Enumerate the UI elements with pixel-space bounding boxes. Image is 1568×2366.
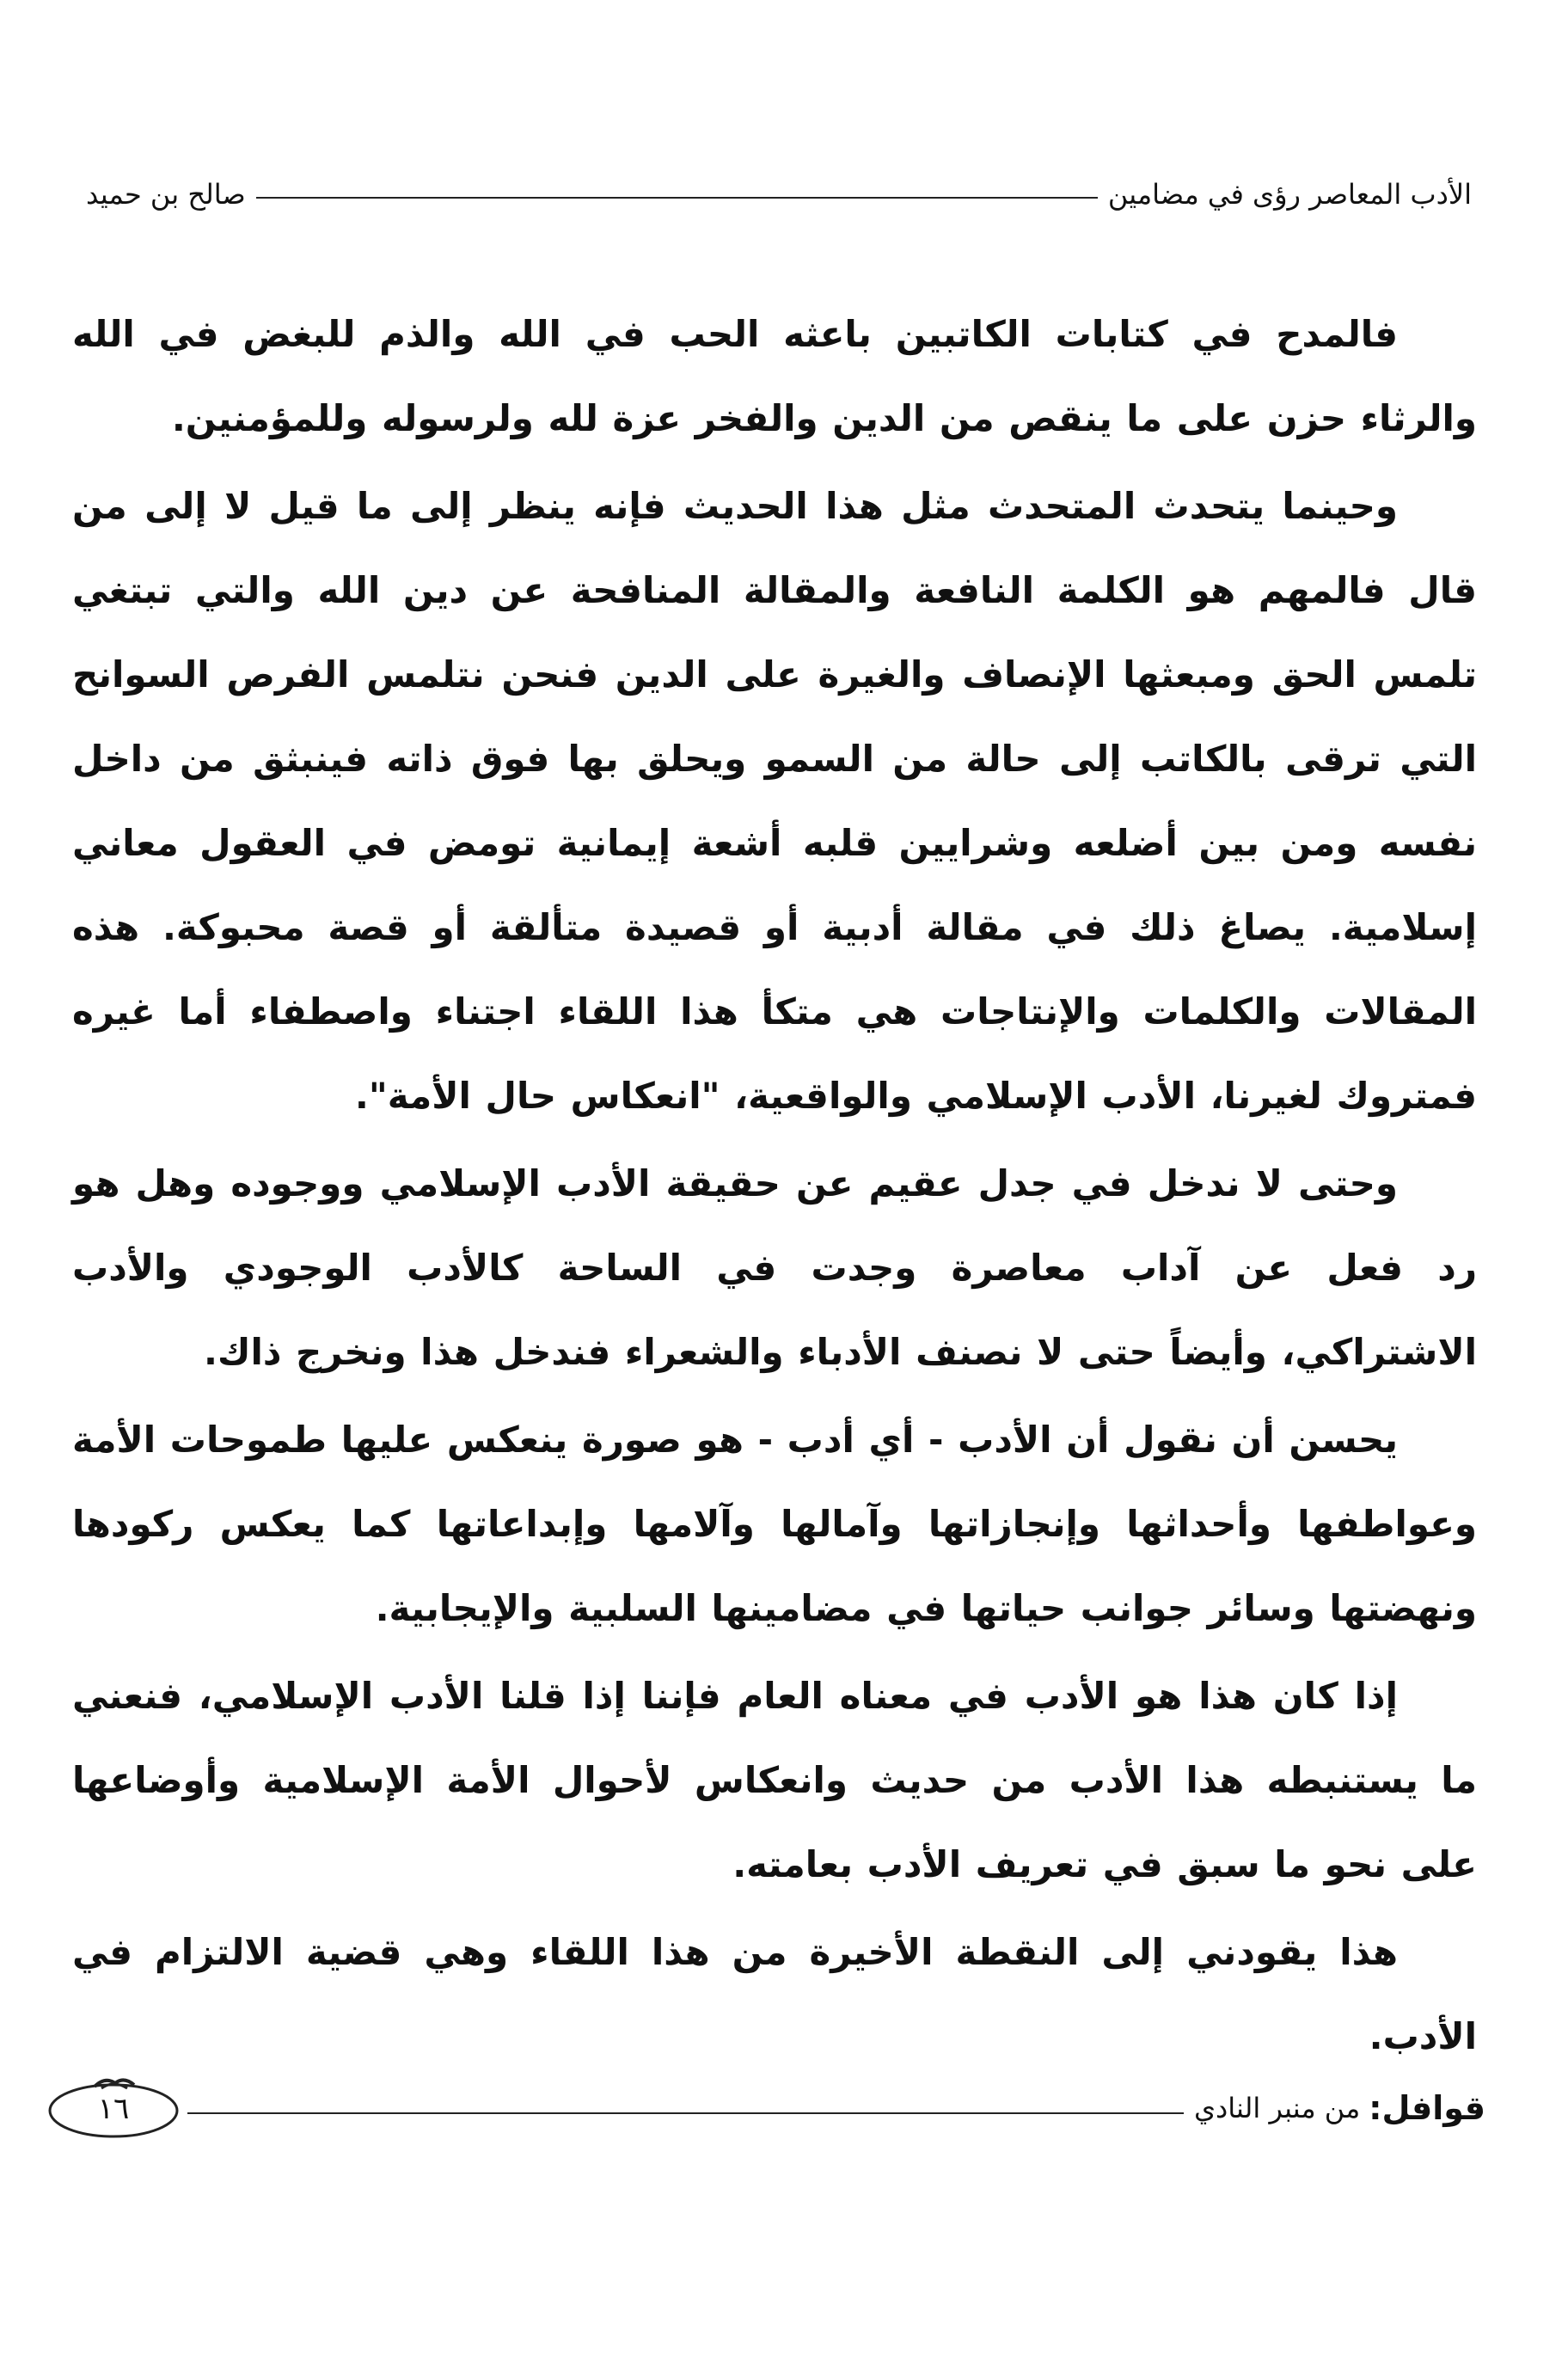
paragraph-6: هذا يقودني إلى النقطة الأخيرة من هذا اللقاء وهي قضية الالتزام في الأدب.: [72, 1931, 1477, 2057]
paragraph-1: فالمدح في كتابات الكاتبين باعثه الحب في الله والذم للبغض في الله والرثاء حزن على ما ينقص من الدين والفخر عزة لله ولرسوله وللمؤمنين.: [72, 313, 1477, 439]
page-number-badge: [45, 2069, 182, 2147]
running-footer: [45, 2067, 1485, 2149]
header-author: صالح بن حميد: [86, 178, 246, 211]
footer-series-title: قوافل:: [1369, 2089, 1485, 2127]
header-rule: [256, 197, 1098, 199]
paragraph-5: إذا كان هذا هو الأدب في معناه العام فإننا إذا قلنا الأدب الإسلامي، فنعني ما يستنبطه هذا الأدب من حديث وانعكاس لأحوال الأمة الإسلامية وأوضاعها على نحو ما سبق في تعريف الأدب بعامته.: [72, 1675, 1477, 1885]
body-text: [72, 292, 1477, 2057]
running-header: [86, 170, 1472, 218]
paragraph-3: وحتى لا ندخل في جدل عقيم عن حقيقة الأدب الإسلامي ووجوده وهل هو رد فعل عن آداب معاصرة وجدت في الساحة كالأدب الوجودي والأدب الاشتراكي، وأيضاً حتى لا نصنف الأدباء والشعراء فندخل هذا ونخرج ذاك.: [72, 1162, 1477, 1373]
paragraph-2: وحينما يتحدث المتحدث مثل هذا الحديث فإنه ينظر إلى ما قيل لا إلى من قال فالمهم هو الكلمة النافعة والمقالة المنافحة عن دين الله والتي تبتغي تلمس الحق ومبعثها الإنصاف والغيرة على الدين فنحن نتلمس الفرص السوانح التي ترقى بالكاتب إلى حالة من السمو ويحلق بها فوق ذاته فينبثق من داخل نفسه ومن بين أضلعه وشرايين قلبه أشعة إيمانية تومض في العقول معاني إسلامية. يصاغ ذلك في مقالة أدبية أو قصيدة متألقة أو قصة محبوكة. هذه المقالات والكلمات والإنتاجات هي متكأ هذا اللقاء اجتناء واصطفاء أما غيره فمتروك لغيرنا، الأدب الإسلامي والواقعية، "انعكاس حال الأمة".: [72, 485, 1477, 1117]
paragraph-4: يحسن أن نقول أن الأدب - أي أدب - هو صورة ينعكس عليها طموحات الأمة وعواطفها وأحداثها وإنجازاتها وآمالها وآلامها وإبداعاتها كما يعكس ركودها ونهضتها وسائر جوانب حياتها في مضامينها السلبية والإيجابية.: [72, 1419, 1477, 1629]
page-number: ١٦: [97, 2092, 130, 2126]
footer-source: من منبر النادي: [1193, 2092, 1361, 2124]
header-book-title: الأدب المعاصر رؤى في مضامين: [1107, 178, 1472, 211]
footer-rule: [187, 2112, 1184, 2114]
